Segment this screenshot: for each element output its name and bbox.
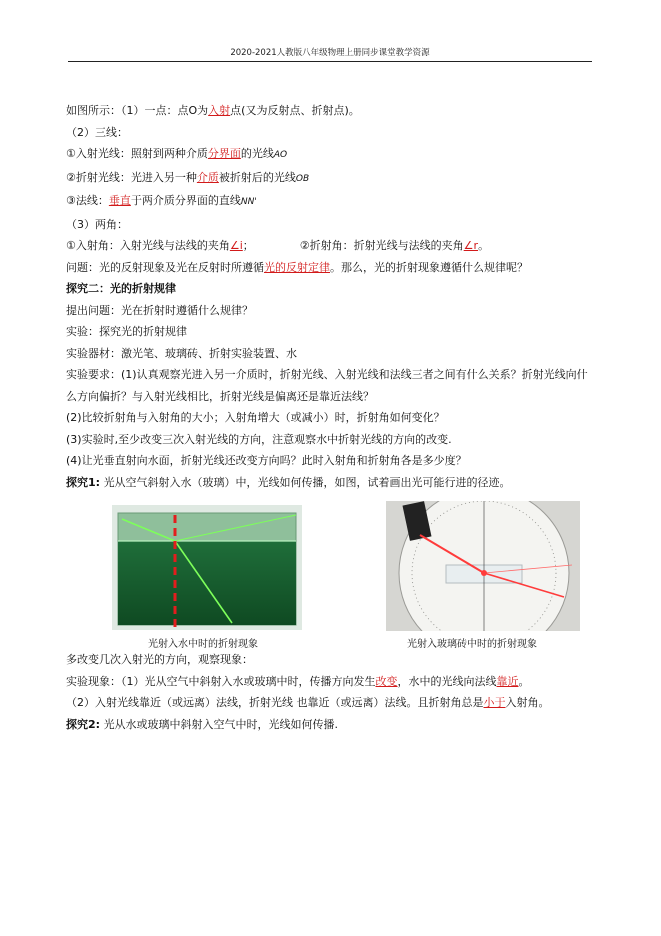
line-equipment: 实验器材：激光笔、玻璃砖、折射实验装置、水 — [66, 346, 297, 360]
water-refraction-photo — [112, 505, 302, 630]
line-three-lines-heading: （2）三线： — [66, 125, 128, 139]
left-figure-caption: 光射入水中时的折射现象 — [148, 639, 258, 650]
line-requirement-2: (2)比较折射角与入射角的大小；入射角增大（或减小）时，折射角如何变化？ — [66, 411, 445, 424]
section-heading: 探究二：光的折射规律 — [66, 282, 176, 295]
line-phenomenon-2: （2）入射光线靠近（或远离）法线，折射光线 也靠近（或远离）法线。且折射角总是小于入射角。 — [66, 696, 550, 709]
line-angles: ①入射角：入射光线与法线的夹角∠i； ②折射角：折射光线与法线的夹角∠r。 — [66, 239, 490, 252]
line-explore-1: 探究1: 光从空气斜射入水（玻璃）中，光线如何传播，如图，试着画出光可能行进的径迹。 — [66, 475, 511, 489]
line-experiment: 实验：探究光的折射规律 — [66, 325, 187, 338]
line-requirement-4: (4)让光垂直射向水面，折射光线还改变方向吗？此时入射角和折射角各是多少度？ — [66, 454, 467, 467]
line-phenomenon-1: 实验现象：（1）光从空气中斜射入水或玻璃中时，传播方向发生改变，水中的光线向法线靠近。 — [66, 674, 530, 688]
right-figure-caption: 光射入玻璃砖中时的折射现象 — [407, 639, 537, 650]
line-one-point: 如图所示：（1）一点：点O为入射点(又为反射点、折射点)。 — [66, 104, 360, 117]
line-two-angles-heading: （3）两角： — [66, 217, 128, 231]
line-refracted-ray: ②折射光线：光进入另一种介质被折射后的光线OB — [66, 170, 310, 184]
line-requirement-1: 实验要求：(1)认真观察光进入另一介质时，折射光线、入射光线和法线三者之间有什么关系？折射光线向什么方向偏折？与入射光线相比，折射光线是偏离还是靠近法线？ — [66, 368, 588, 403]
line-requirement-3: (3)实验时,至少改变三次入射光线的方向，注意观察水中折射光线的方向的改变. — [66, 432, 452, 446]
line-incident-ray: ①入射光线：照射到两种介质分界面的光线AO — [66, 147, 288, 160]
line-normal: ③法线：垂直于两介质分界面的直线NN' — [66, 194, 257, 207]
page-header: 2020-2021人教版八年级物理上册同步课堂教学资源 — [68, 46, 592, 62]
line-raise-question: 提出问题：光在折射时遵循什么规律？ — [66, 303, 253, 317]
line-observe: 多改变几次入射光的方向，观察现象： — [66, 653, 253, 666]
document-body — [66, 100, 596, 735]
figures-row — [66, 497, 596, 649]
line-question: 问题：光的反射现象及光在反射时所遵循光的反射定律。那么，光的折射现象遵循什么规律呢？ — [66, 260, 528, 274]
line-explore-2: 探究2: 光从水或玻璃中斜射入空气中时，光线如何传播. — [66, 717, 339, 731]
glass-refraction-photo — [386, 501, 580, 631]
